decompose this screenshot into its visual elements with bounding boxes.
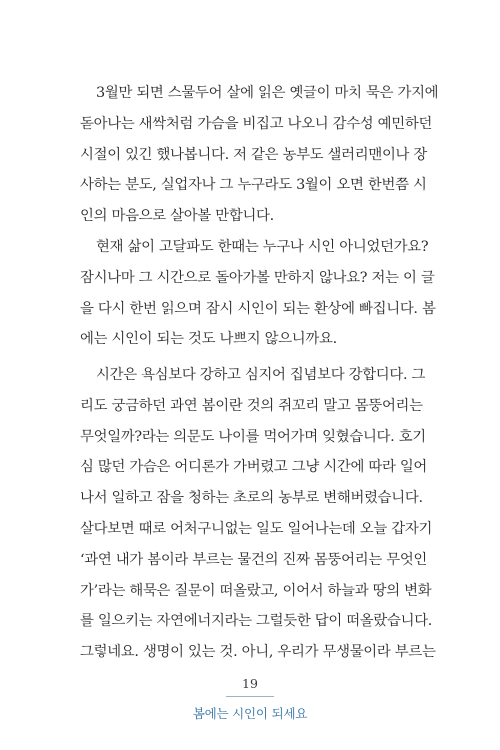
footer-divider xyxy=(226,696,274,697)
paragraph-block-1 xyxy=(80,78,442,355)
text-line: 돋아나는 새싹처럼 가슴을 비집고 나오니 감수성 예민하던 xyxy=(80,115,433,132)
text-line: 살다보면 때로 어처구니없는 일도 일어나는데 오늘 갑자기 xyxy=(80,520,433,537)
text-line: 그렇네요. 생명이 있는 것. 아니, 우리가 무생물이라 부르는 xyxy=(80,644,436,661)
text-line: 나서 일하고 잠을 청하는 초로의 농부로 변해버렸습니다. xyxy=(80,490,423,507)
text-line: 현재 삶이 고달파도 한때는 누구나 시인 아니었던가요? xyxy=(96,238,429,255)
text-line: 을 다시 한번 읽으며 잠시 시인이 되는 환상에 빠집니다. 봄 xyxy=(80,300,436,317)
paragraph-block-2 xyxy=(80,360,442,668)
text-line: 무엇일까?라는 의문도 나이를 먹어가며 잊혔습니다. 호기 xyxy=(80,428,426,445)
text-line: 시절이 있긴 했나봅니다. 저 같은 농부도 샐러리맨이나 장 xyxy=(80,146,428,163)
text-line: 에는 시인이 되는 것도 나쁘지 않으니까요. xyxy=(80,331,337,348)
text-line: 리도 궁금하던 과연 봄이란 것의 쥐꼬리 말고 몸뚱어리는 xyxy=(80,397,423,414)
text-line: ‘과연 내가 봄이라 부르는 물건의 진짜 몸뚱어리는 무엇인 xyxy=(80,551,428,568)
text-line: 사하는 분도, 실업자나 그 누구라도 3월이 오면 한번쯤 시 xyxy=(80,177,427,194)
text-line: 심 많던 가슴은 어디론가 가버렸고 그냥 시간에 따라 일어 xyxy=(80,459,428,476)
page-number: 19 xyxy=(242,676,258,691)
text-line: 를 일으키는 자연에너지라는 그럴듯한 답이 떠올랐습니다. xyxy=(80,613,433,630)
text-line: 시간은 욕심보다 강하고 심지어 집념보다 강합디다. 그 xyxy=(96,367,426,383)
text-line: 3월만 되면 스물두어 살에 읽은 옛글이 마치 묵은 가지에 xyxy=(96,85,439,101)
text-line: 가’라는 해묵은 질문이 떠올랐고, 이어서 하늘과 땅의 변화 xyxy=(80,582,432,599)
text-line: 인의 마음으로 살아볼 만합니다. xyxy=(80,208,274,225)
text-line: 잠시나마 그 시간으로 돌아가볼 만하지 않나요? 저는 이 글 xyxy=(80,269,435,286)
running-footer-title: 봄에는 시인이 되세요 xyxy=(192,706,308,721)
